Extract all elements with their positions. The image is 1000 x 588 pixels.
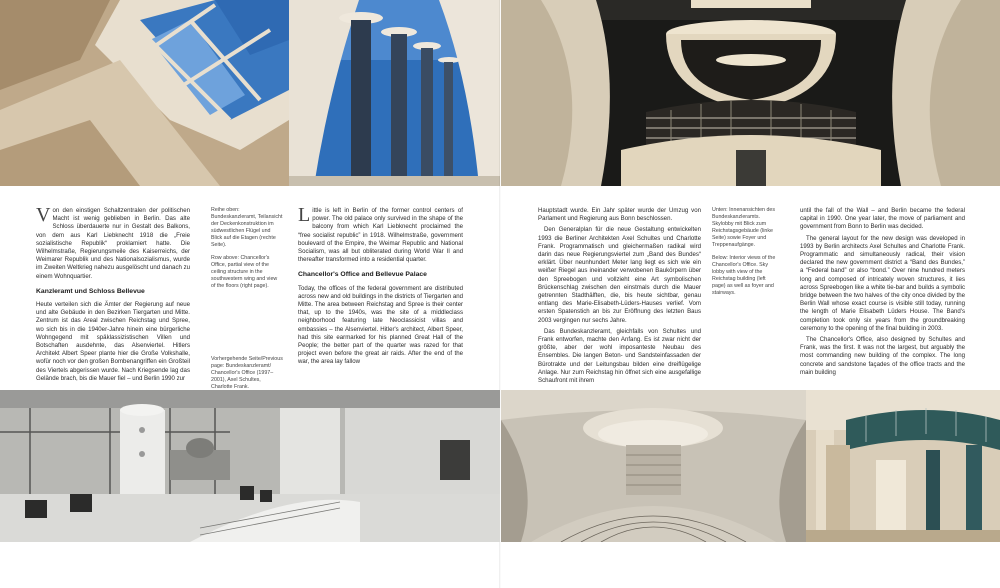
caption-top-de: Reihe oben: Bundeskanzleramt, Teilansicht der Deckenkonstruktion im südwestlichen Flügel und Blick auf die Etagen (rechte Seite). bbox=[211, 207, 283, 248]
body-paragraph-en: Today, the offices of the federal government are distributed across new and old buildings in the districts of Tiergarten and Mitte. The area between Reichstag and Spree is their center that, up to the 1940s, was the site of a middleclass neighborhood featuring late Neoclassicist villas and embassies – the Alsenviertel. Hitler's architect, Albert Speer, had this site earmarked for his planned Great Hall of the People; the better part of the quarter was razed for that project even before the great air raids. After the end of the war, the area lay fallow bbox=[298, 284, 463, 366]
dropcap-en: L bbox=[298, 204, 311, 226]
de-right-paragraph-3: Das Bundeskanzleramt, gleichfalls von Schultes und Frank entworfen, machte den Anfang. Es ist zwar nicht der größte, aber der wohl imposanteste Neubau des Ensembles. Die langen Beton- und Sandsteinfassaden der Bürotrakte und der Leitungsbau bilden eine dreiflügelige Anlage. Nur zum Reichstag hin öffnet sich eine ausgefallige Schaufront mit ihrem bbox=[538, 327, 701, 385]
en-right-paragraph-1: until the fall of the Wall – and Berlin became the federal capital in 1990. One year later, the move of parliament and government from Bonn to Berlin was decided. bbox=[800, 207, 965, 231]
photo-foyer-stairs bbox=[501, 390, 806, 542]
body-paragraph-de: Heute verteilen sich die Ämter der Regierung auf neue und alte Gebäude in den Bezirken Tiergarten und Mitte. Zentrum ist das Areal zwischen Reichstag und Spree, wo sich bis in die 1940er-Jahre hinein eine bürgerliche Wohngegend mit späklassizistischen Villen und Botschaften ausdehnte, das Alsenviertel. Hitlers Architekt Albert Speer plante hier die Große Volkshalle, wofür noch vor den großen Bombenangriffen ein Großteil des Viertels abgerissen wurde. Nach Kriegsende lag das Gelände brach, bis die Mauer fiel – und Berlin 1990 zur bbox=[36, 301, 191, 382]
caption-below-de: Unten: Innenansichten des Bundeskanzleramts. Skylobby mit Blick zum Reichstagsgebäude (linke Seite) sowie Foyer und Treppenaufgänge. bbox=[712, 207, 776, 248]
en-right-paragraph-3: The Chancellor's Office, also designed by Schultes and Frank, was the first. It was not the largest, but arguably the most commanding new building of the complex. The long concrete and sandstone façades of the office tracts and the main building bbox=[800, 336, 965, 376]
text-column-de-left bbox=[36, 204, 191, 386]
intro-paragraph-en: Little is left in Berlin of the former control centers of power. The old palace only survived in the shape of the balcony from which Karl Liebknecht proclaimed the “free socialist republic” in 1918. Wilhelmstraße, government boulevard of the Empire, the Weimar Republic and National Socialism, was all but obliterated during World War II and thereafter transformed into a residential quarter. bbox=[298, 204, 463, 264]
photo-ceiling-skylight bbox=[0, 0, 289, 186]
caption-previous-page: Vorhergehende Seite/Previous page: Bundeskanzleramt/ Chancellor's Office (1997–2001), Axel Schultes, Charlotte Frank. bbox=[211, 356, 283, 390]
dropcap-de: V bbox=[36, 204, 51, 226]
caption-column-left bbox=[211, 207, 283, 397]
intro-paragraph-de: Von den einstigen Schaltzentralen der politischen Macht ist wenig geblieben in Berlin. Das alte Schloss überdauerte nur in Gestalt des Balkons, von dem aus Karl Liebknecht 1918 die „Freie sozialistische Republik“ proklamiert hatte. Die Wilhelmstraße, Regierungsmeile des Kaiserreichs, der Weimarer Republik und des Nationalsozialismus, wurde im Zweiten Weltkrieg nahezu ausgelöscht und danach zu einem Wohnquartier. bbox=[36, 204, 191, 280]
text-column-en-left bbox=[298, 204, 463, 370]
de-right-paragraph-1: Hauptstadt wurde. Ein Jahr später wurde der Umzug von Parlament und Regierung aus Bonn beschlossen. bbox=[538, 207, 701, 223]
photo-floors-balcony bbox=[501, 0, 1000, 186]
de-right-paragraph-2: Den Generalplan für die neue Gestaltung entwickelten 1993 die Berliner Architekten Axel Schultes und Charlotte Frank. Programmatisch und gleichermaßen radikal wird darin das neue Regierungsviertel zum „Band des Bundes“ erklärt. Über neunhundert Meter lang liegt es sich wie ein weißer Riegel aus ineinander verwobenen Baukörpern über den Spreebogen und vollzieht eine Art symbolischen Brückenschlag zwischen den einstmals durch die Mauer getrennten Stadthälften, die, bis heute sichtbar, genau entlang des Marie-Elisabeth-Lüders-Hauses verlief. Vom ersten Spatenstich an bis zur Eröffnung des letzten Baus 2003 vergingen nur sechs Jahre. bbox=[538, 226, 701, 324]
photo-columns bbox=[289, 0, 500, 186]
section-heading-en: Chancellor's Office and Bellevue Palace bbox=[298, 271, 427, 279]
en-right-paragraph-2: The general layout for the new design was developed in 1993 by Berlin architects Axel Schultes and Charlotte Frank. Programmatic and simultaneously radical, their vision declared the new government district a “Band des Bundes,” a “Federal band” or also “bond.” Over nine hundred meters long and composed of intricately woven structures, it lies across Spreebogen like a white tie-bar and builds a symbolic bridge between the two halves of the city once divided by the Berlin Wall whose exact course is visible still today, running the length of Marie Elisabeth Lüders House. The Band's completion took only six years from the groundbreaking ceremony to the opening of the final building in 2003. bbox=[800, 234, 965, 332]
text-column-de-right bbox=[538, 207, 701, 388]
photo-sky-lobby bbox=[0, 390, 500, 542]
caption-below-en: Below: Interior views of the Chancellor's Office. Sky lobby with view of the Reichstag building (left page) as well as foyer and stairways. bbox=[712, 255, 776, 296]
caption-top-en: Row above: Chancellor's Office, partial view of the ceiling structure in the southwestern wing and view of the floors (right page). bbox=[211, 255, 278, 289]
photo-atrium-columns bbox=[806, 390, 1000, 542]
section-heading-de: Kanzleramt und Schloss Bellevue bbox=[36, 287, 145, 295]
text-column-en-right bbox=[800, 207, 965, 380]
caption-column-right bbox=[712, 207, 780, 303]
